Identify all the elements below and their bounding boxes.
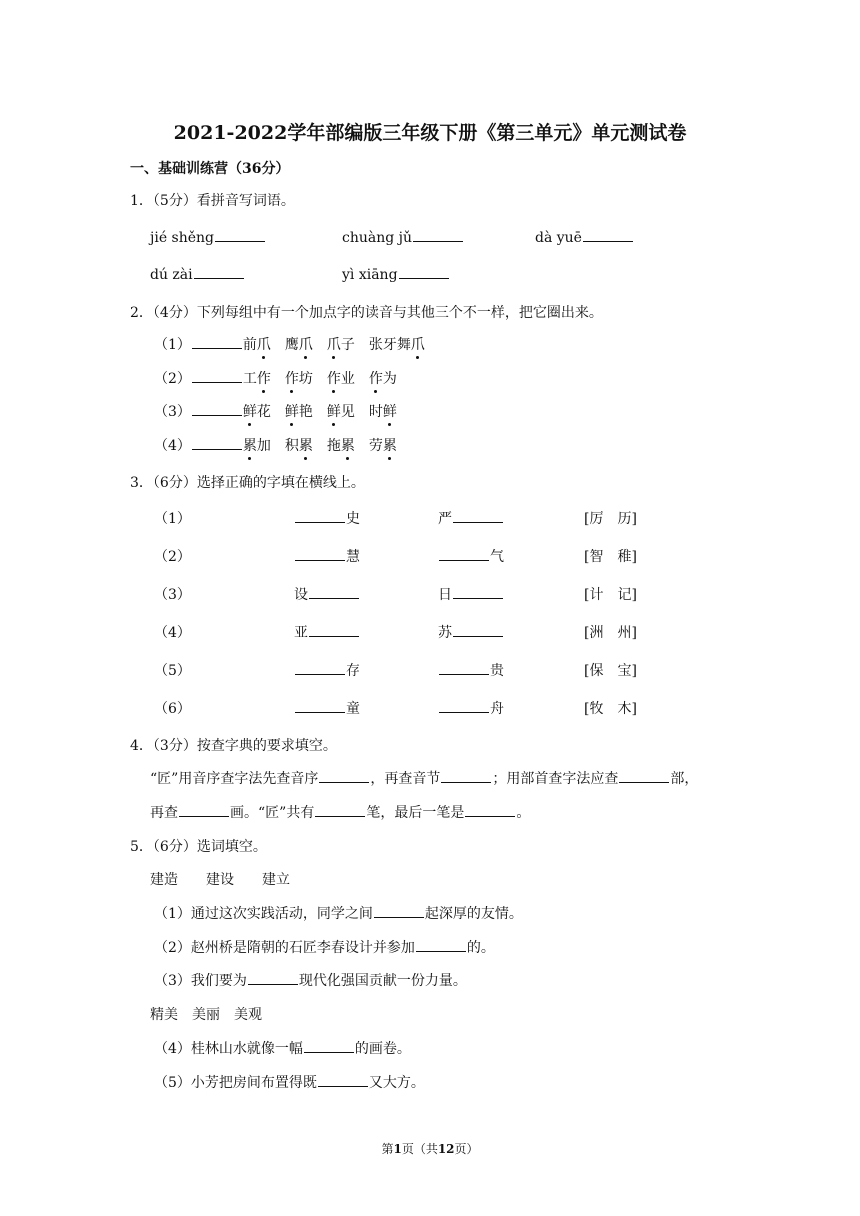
pinyin-item: chuàng jǔ [342,229,464,246]
q3-num: （4） [154,625,191,641]
q3-item: 苏 [438,622,504,642]
answer-blank[interactable] [453,624,503,637]
pinyin-item: yì xiāng [342,266,450,283]
q2-row: （2） 工作 作坊 作业 作为 [154,368,397,388]
question-5-stem: 5．（6分）选词填空。 [130,839,267,855]
answer-blank[interactable] [309,586,359,599]
answer-blank[interactable] [319,770,369,783]
answer-blank[interactable] [413,229,463,242]
q3-num: （2） [154,549,191,565]
answer-blank[interactable] [192,437,242,450]
q3-options: [保 宝] [584,663,637,679]
answer-blank[interactable] [583,229,633,242]
answer-blank[interactable] [295,662,345,675]
answer-blank[interactable] [453,586,503,599]
q3-options: [计 记] [584,587,637,603]
q2-row: （4） 累加 积累 拖累 劳累 [154,435,397,455]
q3-options: [牧 木] [584,701,637,717]
answer-blank[interactable] [295,700,345,713]
word-choices-1: 建造 建设 建立 [150,872,290,888]
q5-sentence: （3）我们要为 现代化强国贡献一份力量。 [154,973,467,989]
q3-num: （6） [154,701,191,717]
answer-blank[interactable] [192,336,242,349]
answer-blank[interactable] [248,972,298,985]
q3-item: 存 [294,660,360,680]
answer-blank[interactable] [619,770,669,783]
question-3-stem: 3．（6分）选择正确的字填在横线上。 [130,475,365,491]
q4-line-1: “匠”用音序查字法先查音序 ，再查音节 ；用部首查字法应查 部， [150,771,699,787]
q3-item: 亚 [294,622,360,642]
question-1-stem: 1．（5分）看拼音写词语。 [130,193,295,209]
q3-options: [洲 州] [584,625,637,641]
answer-blank[interactable] [179,804,229,817]
answer-blank[interactable] [192,403,242,416]
q3-item: 设 [294,584,360,604]
q3-item: 气 [438,546,504,566]
q5-sentence: （5）小芳把房间布置得既 又大方。 [154,1075,425,1091]
section-heading: 一、基础训练营（36分） [130,161,290,177]
answer-blank[interactable] [295,548,345,561]
question-2-stem: 2．（4分）下列每组中有一个加点字的读音与其他三个不一样，把它圈出来。 [130,305,603,321]
answer-blank[interactable] [453,510,503,523]
q3-item: 严 [438,508,504,528]
q3-options: [智 稚] [584,549,637,565]
question-4-stem: 4．（3分）按查字典的要求填空。 [130,738,337,754]
q3-item: 史 [294,508,360,528]
answer-blank[interactable] [318,1074,368,1087]
page-footer: 第1页（共12页） [381,1142,479,1156]
q3-item: 童 [294,698,360,718]
q4-line-2: 再查 画。“匠”共有 笔，最后一笔是 。 [150,805,531,821]
q3-num: （5） [154,663,191,679]
q3-options: [厉 历] [584,511,637,527]
q5-sentence: （1）通过这次实践活动，同学之间 起深厚的友情。 [154,906,523,922]
q3-item: 慧 [294,546,360,566]
q5-sentence: （4）桂林山水就像一幅 的画卷。 [154,1041,411,1057]
answer-blank[interactable] [192,370,242,383]
pinyin-item: jié shěng [150,229,266,246]
pinyin-item: dú zài [150,266,245,283]
answer-blank[interactable] [416,939,466,952]
answer-blank[interactable] [439,662,489,675]
answer-blank[interactable] [215,229,265,242]
answer-blank[interactable] [374,905,424,918]
answer-blank[interactable] [309,624,359,637]
answer-blank[interactable] [439,548,489,561]
q2-row: （1） 前爪 鹰爪 爪子 张牙舞爪 [154,334,425,354]
answer-blank[interactable] [399,266,449,279]
answer-blank[interactable] [465,804,515,817]
pinyin-item: dà yuē [535,229,634,246]
answer-blank[interactable] [439,700,489,713]
q3-num: （3） [154,587,191,603]
answer-blank[interactable] [295,510,345,523]
q2-row: （3） 鲜花 鲜艳 鲜见 时鲜 [154,401,397,421]
q3-item: 舟 [438,698,504,718]
q5-sentence: （2）赵州桥是隋朝的石匠李春设计并参加 的。 [154,940,495,956]
answer-blank[interactable] [441,770,491,783]
word-choices-2: 精美 美丽 美观 [150,1007,262,1023]
q3-num: （1） [154,511,191,527]
q3-item: 贵 [438,660,504,680]
answer-blank[interactable] [304,1040,354,1053]
page-title: 2021-2022学年部编版三年级下册《第三单元》单元测试卷 [173,122,687,144]
answer-blank[interactable] [194,266,244,279]
answer-blank[interactable] [315,804,365,817]
q3-item: 日 [438,584,504,604]
